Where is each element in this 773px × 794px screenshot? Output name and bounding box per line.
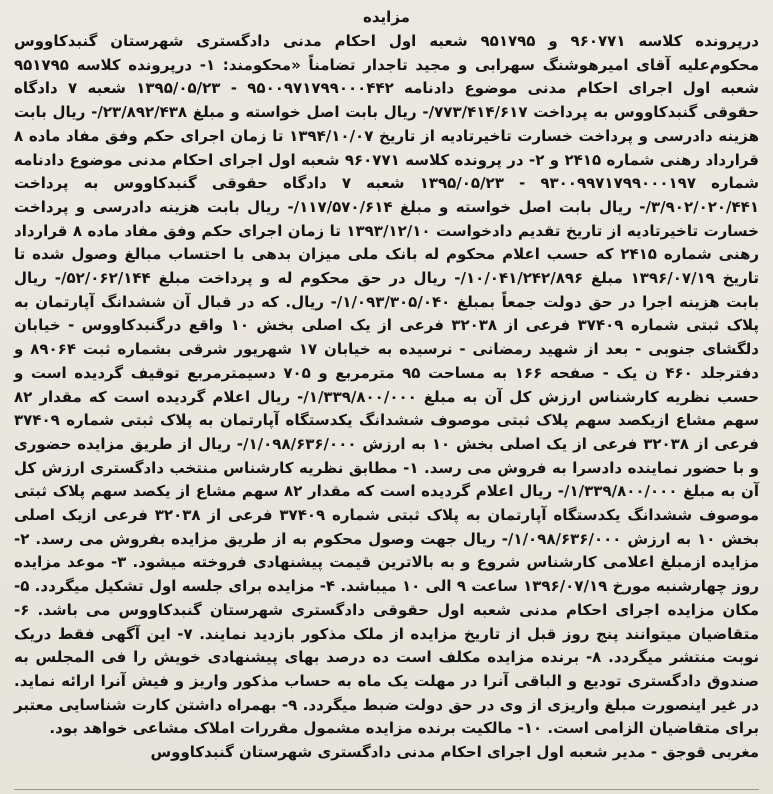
bottom-divider: [14, 789, 759, 790]
notice-body: درپرونده کلاسه ۹۶۰۷۷۱ و ۹۵۱۷۹۵ شعبه اول احکام مدنی دادگستری شهرستان گنبدکاووس محکوم‌علیه آقای امیرهوشنگ سهرابی و مجید تاجدار تضامناً «محکومند: ۱- درپرونده کلاسه ۹۵۱۷۹۵ شعبه اول اجرای احکام مدنی موضوع دادنامه ۹۵۰۰۹۷۱۷۹۹۰۰۰۴۴۲ - ۱۳۹۵/۰۵/۲۳ شعبه ۷ دادگاه حقوقی گنبدکاووس به پرداخت ۷۷۳/۴۱۴/۶۱۷/- ریال بابت اصل خواسته و مبلغ ۲۳/۸۹۲/۴۳۸/- ریال بابت هزینه دادرسی و پرداخت خسارت تاخیرتادیه از تاریخ ۱۳۹۴/۱۰/۰۷ تا زمان اجرای حکم وفق مفاد ماده ۸ قرارداد رهنی شماره ۲۴۱۵ و ۲- در پرونده کلاسه ۹۶۰۷۷۱ شعبه اول اجرای احکام مدنی موضوع دادنامه شماره ۹۳۰۰۹۹۷۱۷۹۹۰۰۰۱۹۷ - ۱۳۹۵/۰۵/۲۳ شعبه ۷ دادگاه حقوقی گنبدکاووس به پرداخت ۳/۹۰۲/۰۲۰/۴۴۱/- ریال بابت اصل خواسته و مبلغ ۱۱۷/۵۷۰/۶۱۴/- ریال بابت هزینه دادرسی و پرداخت خسارت تاخیرتادیه از تاریخ تقدیم دادخواست ۱۳۹۳/۱۲/۱۰ تا زمان اجرای حکم وفق مفاد ماده ۸ قرارداد رهنی شماره ۲۴۱۵ که حسب اعلام محکوم له بانک ملی میزان بدهی با احتساب مبالغ وصول شده تا تاریخ ۱۳۹۶/۰۷/۱۹ مبلغ ۱۰/۰۴۱/۲۴۲/۸۹۶/- ریال در حق محکوم له و پرداخت مبلغ ۵۲/۰۶۲/۱۴۴/- ریال بابت هزینه اجرا در حق دولت جمعاً بمبلغ ۱/۰۹۳/۳۰۵/۰۴۰/- ریال. که در قبال آن ششدانگ آپارتمان به پلاک ثبتی شماره ۳۷۴۰۹ فرعی از ۳۲۰۳۸ فرعی از یک اصلی بخش ۱۰ واقع درگنبدکاووس - خیابان دلگشای جنوبی - بعد از شهید رمضانی - نرسیده به خیابان ۱۷ شهریور شرقی بشماره ثبت ۸۹۰۶۴ و دفترجلد ۴۶۰ ن یک - صفحه ۱۶۶ به مساحت ۹۵ مترمربع و ۷۰۵ دسیمترمربع توقیف گردیده است و حسب نظریه کارشناس ارزش کل آن به مبلغ ۱/۳۳۹/۸۰۰/۰۰۰/- ریال اعلام گردیده است که مقدار ۸۲ سهم مشاع ازیکصد سهم پلاک ثبتی موصوف ششدانگ یکدستگاه آپارتمان به پلاک ثبتی شماره ۳۷۴۰۹ فرعی از ۳۲۰۳۸ فرعی از یک اصلی بخش ۱۰ به ارزش ۱/۰۹۸/۶۳۶/۰۰۰/- ریال از طریق مزایده حضوری و با حضور نماینده دادسرا به فروش می رسد. ۱- مطابق نظریه کارشناس منتخب دادگستری ارزش کل آن به مبلغ ۱/۳۳۹/۸۰۰/۰۰۰/- ریال اعلام گردیده است که مقدار ۸۲ سهم مشاع از یکصد سهم پلاک ثبتی موصوف ششدانگ یکدستگاه آپارتمان به پلاک ثبتی شماره ۳۷۴۰۹ فرعی از ۳۲۰۳۸ فرعی ازیک اصلی بخش ۱۰ به ارزش ۱/۰۹۸/۶۳۶/۰۰۰/- ریال جهت وصول محکوم به از طریق مزایده بفروش می رسد. ۲- مزایده ازمبلغ اعلامی کارشناس شروع و به بالاترین قیمت پیشنهادی فروخته میشود. ۳- موعد مزایده روز چهارشنبه مورخ ۱۳۹۶/۰۷/۱۹ ساعت ۹ الی ۱۰ میباشد. ۴- مزایده برای جلسه اول تشکیل میگردد. ۵- مکان مزایده اجرای احکام مدنی شعبه اول حقوقی دادگستری شهرستان گنبدکاووس می باشد. ۶- متقاضیان میتوانند پنج روز قبل از تاریخ مزایده از ملک مذکور بازدید نمایند. ۷- این آگهی فقط دریک نوبت منتشر میگردد. ۸- برنده مزایده مکلف است ده درصد بهای پیشنهادی خویش را فی المجلس به صندوق دادگستری تودیع و الباقی آنرا در مهلت یک ماه به حساب مذکور واریز و فیش آنرا ارائه نماید. در غیر اینصورت مبلغ واریزی از وی در حق دولت ضبط میگردد. ۹- بهمراه داشتن کارت شناسایی معتبر برای متقاضیان الزامی است. ۱۰- مالکیت برنده مزایده مشمول مقررات املاک مشاعی خواهد بود.: [14, 32, 760, 738]
notice-signature: مغربی قوجق - مدیر شعبه اول اجرای احکام مدنی دادگستری شهرستان گنبدکاووس: [150, 743, 759, 762]
notice-title: مزایده: [363, 8, 410, 26]
